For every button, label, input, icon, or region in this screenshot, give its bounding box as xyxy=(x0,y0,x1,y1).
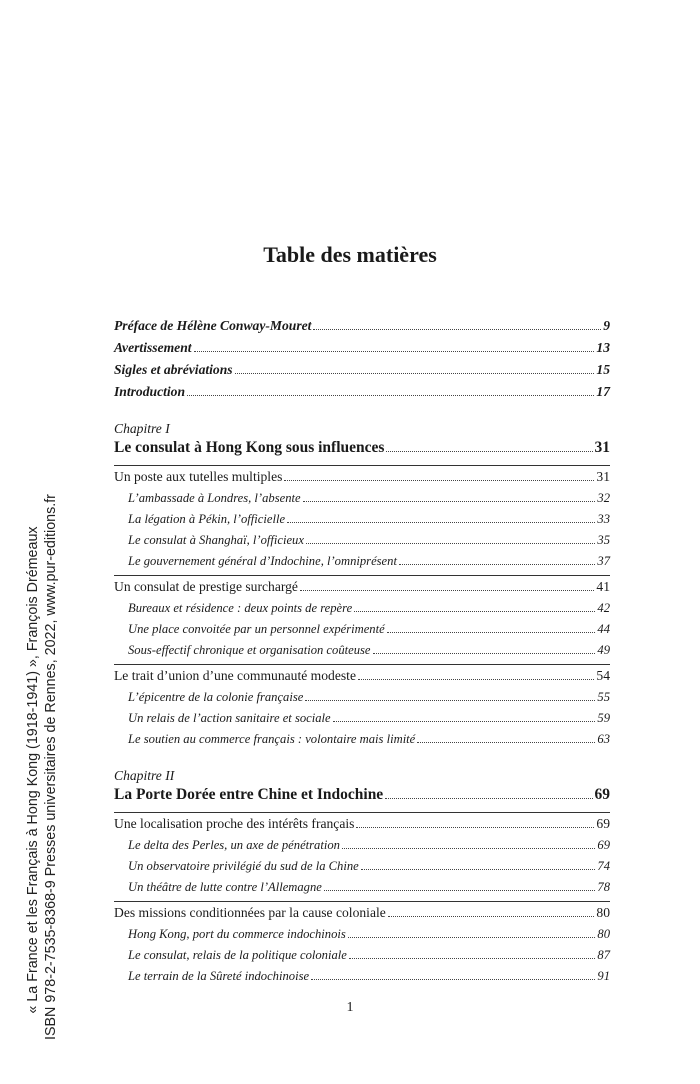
toc-subsection[interactable] xyxy=(114,643,610,664)
entry-page: 33 xyxy=(597,512,610,526)
entry-page: 37 xyxy=(597,554,610,568)
entry-label: Un observatoire privilégié du sud de la Chine xyxy=(128,859,359,873)
toc-section[interactable] xyxy=(114,465,610,491)
entry-label: Le delta des Perles, un axe de pénétration xyxy=(128,838,340,852)
entry-label: Avertissement xyxy=(114,340,192,355)
sidebar-line-1: « La France et les Français à Hong Kong (1918-1941) », François Drémeaux xyxy=(25,526,41,1014)
toc-subsection[interactable] xyxy=(114,491,610,512)
toc-entry-introduction[interactable] xyxy=(114,384,610,406)
entry-page: 59 xyxy=(597,711,610,725)
entry-page: 44 xyxy=(597,622,610,636)
entry-label: Des missions conditionnées par la cause coloniale xyxy=(114,905,386,920)
entry-label: Le terrain de la Sûreté indochinoise xyxy=(128,969,310,983)
toc-subsection[interactable] xyxy=(114,711,610,732)
toc-entry-preface[interactable] xyxy=(114,318,610,340)
entry-page: 42 xyxy=(597,601,610,615)
entry-page: 80 xyxy=(596,905,610,920)
entry-page: 69 xyxy=(596,816,610,831)
entry-page: 91 xyxy=(597,969,610,983)
entry-label: Un consulat de prestige surchargé xyxy=(114,579,298,594)
entry-label: L’épicentre de la colonie française xyxy=(128,690,304,704)
entry-label: Introduction xyxy=(114,384,186,399)
entry-page: 69 xyxy=(597,838,610,852)
toc-subsection[interactable] xyxy=(114,838,610,859)
entry-label: Une place convoitée par un personnel expérimenté xyxy=(128,622,385,636)
toc-chapter-title[interactable] xyxy=(114,439,610,465)
toc-subsection[interactable] xyxy=(114,948,610,969)
entry-page: 31 xyxy=(596,469,610,484)
page-number: 1 xyxy=(346,1000,354,1015)
toc-section[interactable] xyxy=(114,812,610,838)
entry-page: 32 xyxy=(597,491,610,505)
entry-label: La Porte Dorée entre Chine et Indochine xyxy=(114,786,384,803)
toc-subsection[interactable] xyxy=(114,690,610,711)
entry-label: Un poste aux tutelles multiples xyxy=(114,469,283,484)
entry-label: Hong Kong, port du commerce indochinois xyxy=(128,927,346,941)
toc-subsection[interactable] xyxy=(114,554,610,575)
entry-label: Un théâtre de lutte contre l’Allemagne xyxy=(128,880,322,894)
sidebar-line-2: ISBN 978-2-7535-8368-9 Presses universitaires de Rennes, 2022, www.pur-editions.fr xyxy=(43,494,59,1040)
toc-subsection[interactable] xyxy=(114,969,610,990)
entry-label: La légation à Pékin, l’officielle xyxy=(128,512,286,526)
table-of-contents xyxy=(114,318,610,990)
entry-label: L’ambassade à Londres, l’absente xyxy=(128,491,301,505)
entry-page: 63 xyxy=(597,732,610,746)
entry-page: 13 xyxy=(596,340,610,355)
toc-subsection[interactable] xyxy=(114,533,610,554)
entry-label: Le consulat à Hong Kong sous influences xyxy=(114,439,385,456)
entry-page: 15 xyxy=(596,362,610,377)
entry-page: 74 xyxy=(597,859,610,873)
toc-subsection[interactable] xyxy=(114,732,610,753)
entry-label: Le trait d’union d’une communauté modeste xyxy=(114,668,356,683)
entry-page: 35 xyxy=(597,533,610,547)
toc-subsection[interactable] xyxy=(114,927,610,948)
toc-section[interactable] xyxy=(114,664,610,690)
chapter-label: Chapitre I xyxy=(114,421,170,436)
entry-page: 9 xyxy=(603,318,610,333)
entry-page: 78 xyxy=(597,880,610,894)
toc-entry-sigles[interactable] xyxy=(114,362,610,384)
toc-subsection[interactable] xyxy=(114,622,610,643)
entry-label: Sigles et abréviations xyxy=(114,362,233,377)
chapter-label: Chapitre II xyxy=(114,768,175,783)
entry-label: Bureaux et résidence : deux points de repère xyxy=(128,601,353,615)
toc-subsection[interactable] xyxy=(114,880,610,901)
entry-page: 49 xyxy=(597,643,610,657)
entry-page: 54 xyxy=(596,668,610,683)
entry-page: 17 xyxy=(596,384,610,399)
entry-page: 55 xyxy=(597,690,610,704)
toc-subsection[interactable] xyxy=(114,859,610,880)
entry-label: Le consulat, relais de la politique coloniale xyxy=(128,948,347,962)
entry-page: 69 xyxy=(594,786,610,803)
entry-page: 80 xyxy=(597,927,610,941)
entry-page: 41 xyxy=(596,579,610,594)
entry-label: Un relais de l’action sanitaire et sociale xyxy=(128,711,331,725)
toc-section[interactable] xyxy=(114,901,610,927)
entry-label: Le soutien au commerce français : volontaire mais limité xyxy=(128,732,416,746)
entry-label: Sous-effectif chronique et organisation coûteuse xyxy=(128,643,371,657)
entry-label: Préface de Hélène Conway-Mouret xyxy=(114,318,312,333)
toc-chapter-title[interactable] xyxy=(114,786,610,812)
toc-subsection[interactable] xyxy=(114,512,610,533)
entry-page: 87 xyxy=(597,948,610,962)
toc-subsection[interactable] xyxy=(114,601,610,622)
toc-section[interactable] xyxy=(114,575,610,601)
toc-entry-avertissement[interactable] xyxy=(114,340,610,362)
entry-label: Le consulat à Shanghaï, l’officieux xyxy=(128,533,304,547)
page-title: Table des matières xyxy=(263,242,437,267)
entry-label: Une localisation proche des intérêts français xyxy=(114,816,355,831)
entry-page: 31 xyxy=(594,439,610,456)
copyright-sidebar xyxy=(24,494,60,1040)
entry-label: Le gouvernement général d’Indochine, l’omniprésent xyxy=(128,554,397,568)
